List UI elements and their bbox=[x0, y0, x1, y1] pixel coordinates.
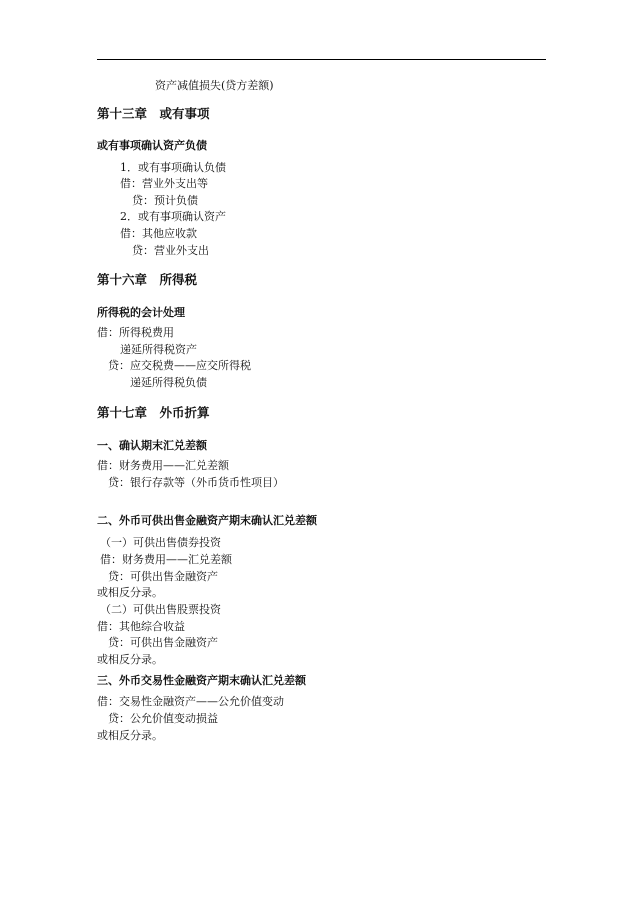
text-line: 借：交易性金融资产——公允价值变动 bbox=[97, 695, 284, 708]
text-line: 递延所得税资产 bbox=[120, 343, 197, 356]
chapter-17-title: 第十七章 外币折算 bbox=[97, 405, 210, 420]
text-line: 借：营业外支出等 bbox=[120, 177, 208, 190]
text-line: 递延所得税负债 bbox=[130, 376, 207, 389]
text-line: 借：财务费用——汇兑差额 bbox=[100, 553, 232, 566]
text-line: 1．或有事项确认负债 bbox=[120, 161, 226, 174]
text-line: 贷：可供出售金融资产 bbox=[108, 636, 218, 649]
text-line: 贷：公允价值变动损益 bbox=[108, 712, 218, 725]
section-title: 二、外币可供出售金融资产期末确认汇兑差额 bbox=[97, 514, 317, 527]
text-line: 贷：预计负债 bbox=[132, 194, 198, 207]
text-line: 贷：可供出售金融资产 bbox=[108, 570, 218, 583]
text-line: （二）可供出售股票投资 bbox=[100, 603, 221, 616]
text-line: 2．或有事项确认资产 bbox=[120, 210, 226, 223]
text-line: 借：其他应收款 bbox=[120, 227, 197, 240]
text-line: （一）可供出售债券投资 bbox=[100, 536, 221, 549]
chapter-13-title: 第十三章 或有事项 bbox=[97, 106, 210, 121]
section-title: 一、确认期末汇兑差额 bbox=[97, 439, 207, 452]
text-line: 贷：银行存款等（外币货币性项目） bbox=[108, 476, 284, 489]
text-line: 或相反分录。 bbox=[97, 729, 163, 742]
chapter-13-subtitle: 或有事项确认资产负债 bbox=[97, 139, 207, 152]
text-line: 贷：营业外支出 bbox=[132, 244, 209, 257]
text-line: 借：其他综合收益 bbox=[97, 620, 185, 633]
text-line: 或相反分录。 bbox=[97, 586, 163, 599]
section-title: 三、外币交易性金融资产期末确认汇兑差额 bbox=[97, 674, 306, 687]
text-line: 贷：应交税费——应交所得税 bbox=[108, 359, 251, 372]
text-line: 资产减值损失(贷方差额) bbox=[155, 79, 274, 92]
chapter-16-title: 第十六章 所得税 bbox=[97, 272, 198, 287]
header-rule bbox=[97, 59, 546, 60]
chapter-16-subtitle: 所得税的会计处理 bbox=[97, 306, 185, 319]
text-line: 借：财务费用——汇兑差额 bbox=[97, 459, 229, 472]
text-line: 或相反分录。 bbox=[97, 653, 163, 666]
text-line: 借：所得税费用 bbox=[97, 326, 174, 339]
